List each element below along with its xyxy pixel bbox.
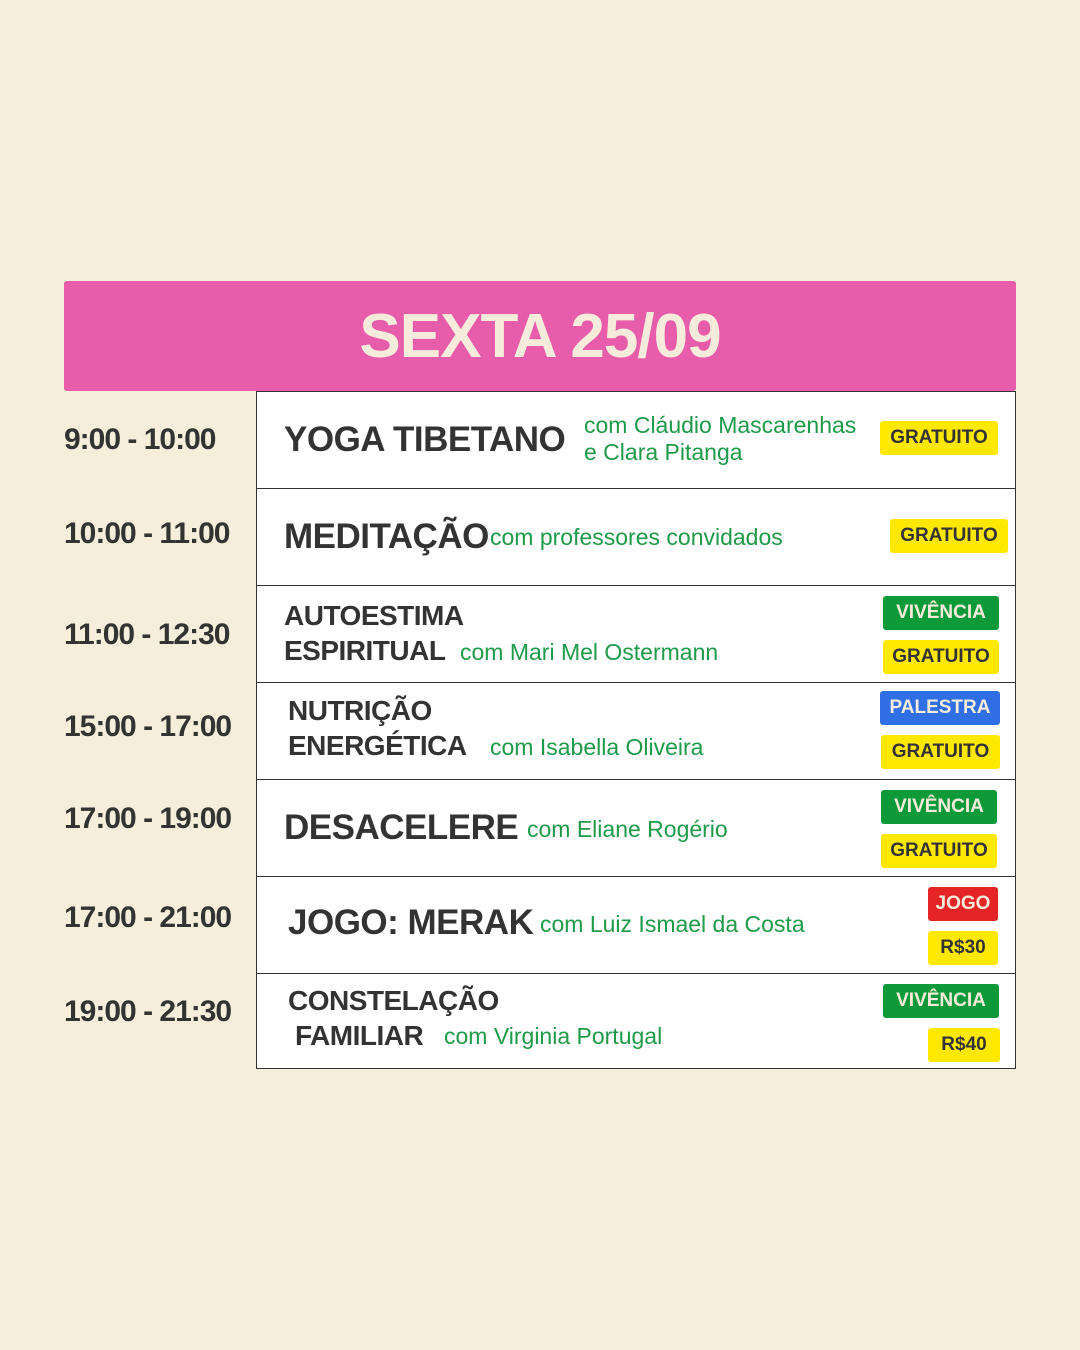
activity-host: com Luiz Ismael da Costa — [540, 911, 805, 937]
activity-title: ENERGÉTICA — [288, 730, 467, 761]
price-badge: GRATUITO — [890, 519, 1008, 553]
activity-title: CONSTELAÇÃO — [288, 985, 499, 1016]
day-header — [64, 281, 1016, 391]
activity-title: JOGO: MERAK — [288, 903, 534, 942]
activity-title: DESACELERE — [284, 808, 519, 847]
type-badge: VIVÊNCIA — [881, 790, 997, 824]
price-badge: GRATUITO — [881, 735, 1000, 769]
time-slot: 10:00 - 11:00 — [64, 517, 230, 550]
time-slot: 19:00 - 21:30 — [64, 995, 232, 1028]
schedule-row — [257, 877, 1015, 974]
schedule-row — [257, 780, 1015, 877]
schedule-row — [257, 489, 1015, 586]
price-badge: GRATUITO — [881, 834, 997, 868]
price-badge: R$40 — [928, 1028, 1000, 1062]
schedule-table — [256, 391, 1016, 1069]
activity-host: com Cláudio Mascarenhas — [584, 412, 857, 438]
schedule-row — [257, 392, 1015, 489]
time-slot: 17:00 - 21:00 — [64, 901, 232, 934]
time-slot: 17:00 - 19:00 — [64, 802, 232, 835]
activity-title: YOGA TIBETANO — [284, 420, 566, 459]
activity-host: com Mari Mel Ostermann — [460, 639, 719, 665]
schedule-row — [257, 683, 1015, 780]
activity-host: com Virginia Portugal — [444, 1023, 663, 1049]
time-slot: 11:00 - 12:30 — [64, 618, 230, 651]
type-badge: VIVÊNCIA — [883, 596, 999, 630]
time-slot: 9:00 - 10:00 — [64, 423, 216, 456]
price-badge: GRATUITO — [880, 421, 998, 455]
activity-title: ESPIRITUAL — [284, 635, 446, 666]
activity-title: MEDITAÇÃO — [284, 517, 489, 556]
activity-title: AUTOESTIMA — [284, 600, 464, 631]
activity-host: e Clara Pitanga — [584, 439, 743, 465]
schedule-row — [257, 974, 1015, 1071]
type-badge: JOGO — [928, 887, 998, 921]
price-badge: R$30 — [928, 931, 998, 965]
activity-host: com professores convidados — [490, 524, 783, 550]
day-title: SEXTA 25/09 — [359, 301, 721, 371]
activity-host: com Eliane Rogério — [527, 816, 728, 842]
activity-title: FAMILIAR — [295, 1020, 424, 1051]
schedule-row — [257, 586, 1015, 683]
activity-host: com Isabella Oliveira — [490, 734, 704, 760]
price-badge: GRATUITO — [883, 640, 999, 674]
time-slot: 15:00 - 17:00 — [64, 710, 232, 743]
type-badge: VIVÊNCIA — [883, 984, 999, 1018]
activity-title: NUTRIÇÃO — [288, 695, 432, 726]
type-badge: PALESTRA — [880, 691, 1000, 725]
